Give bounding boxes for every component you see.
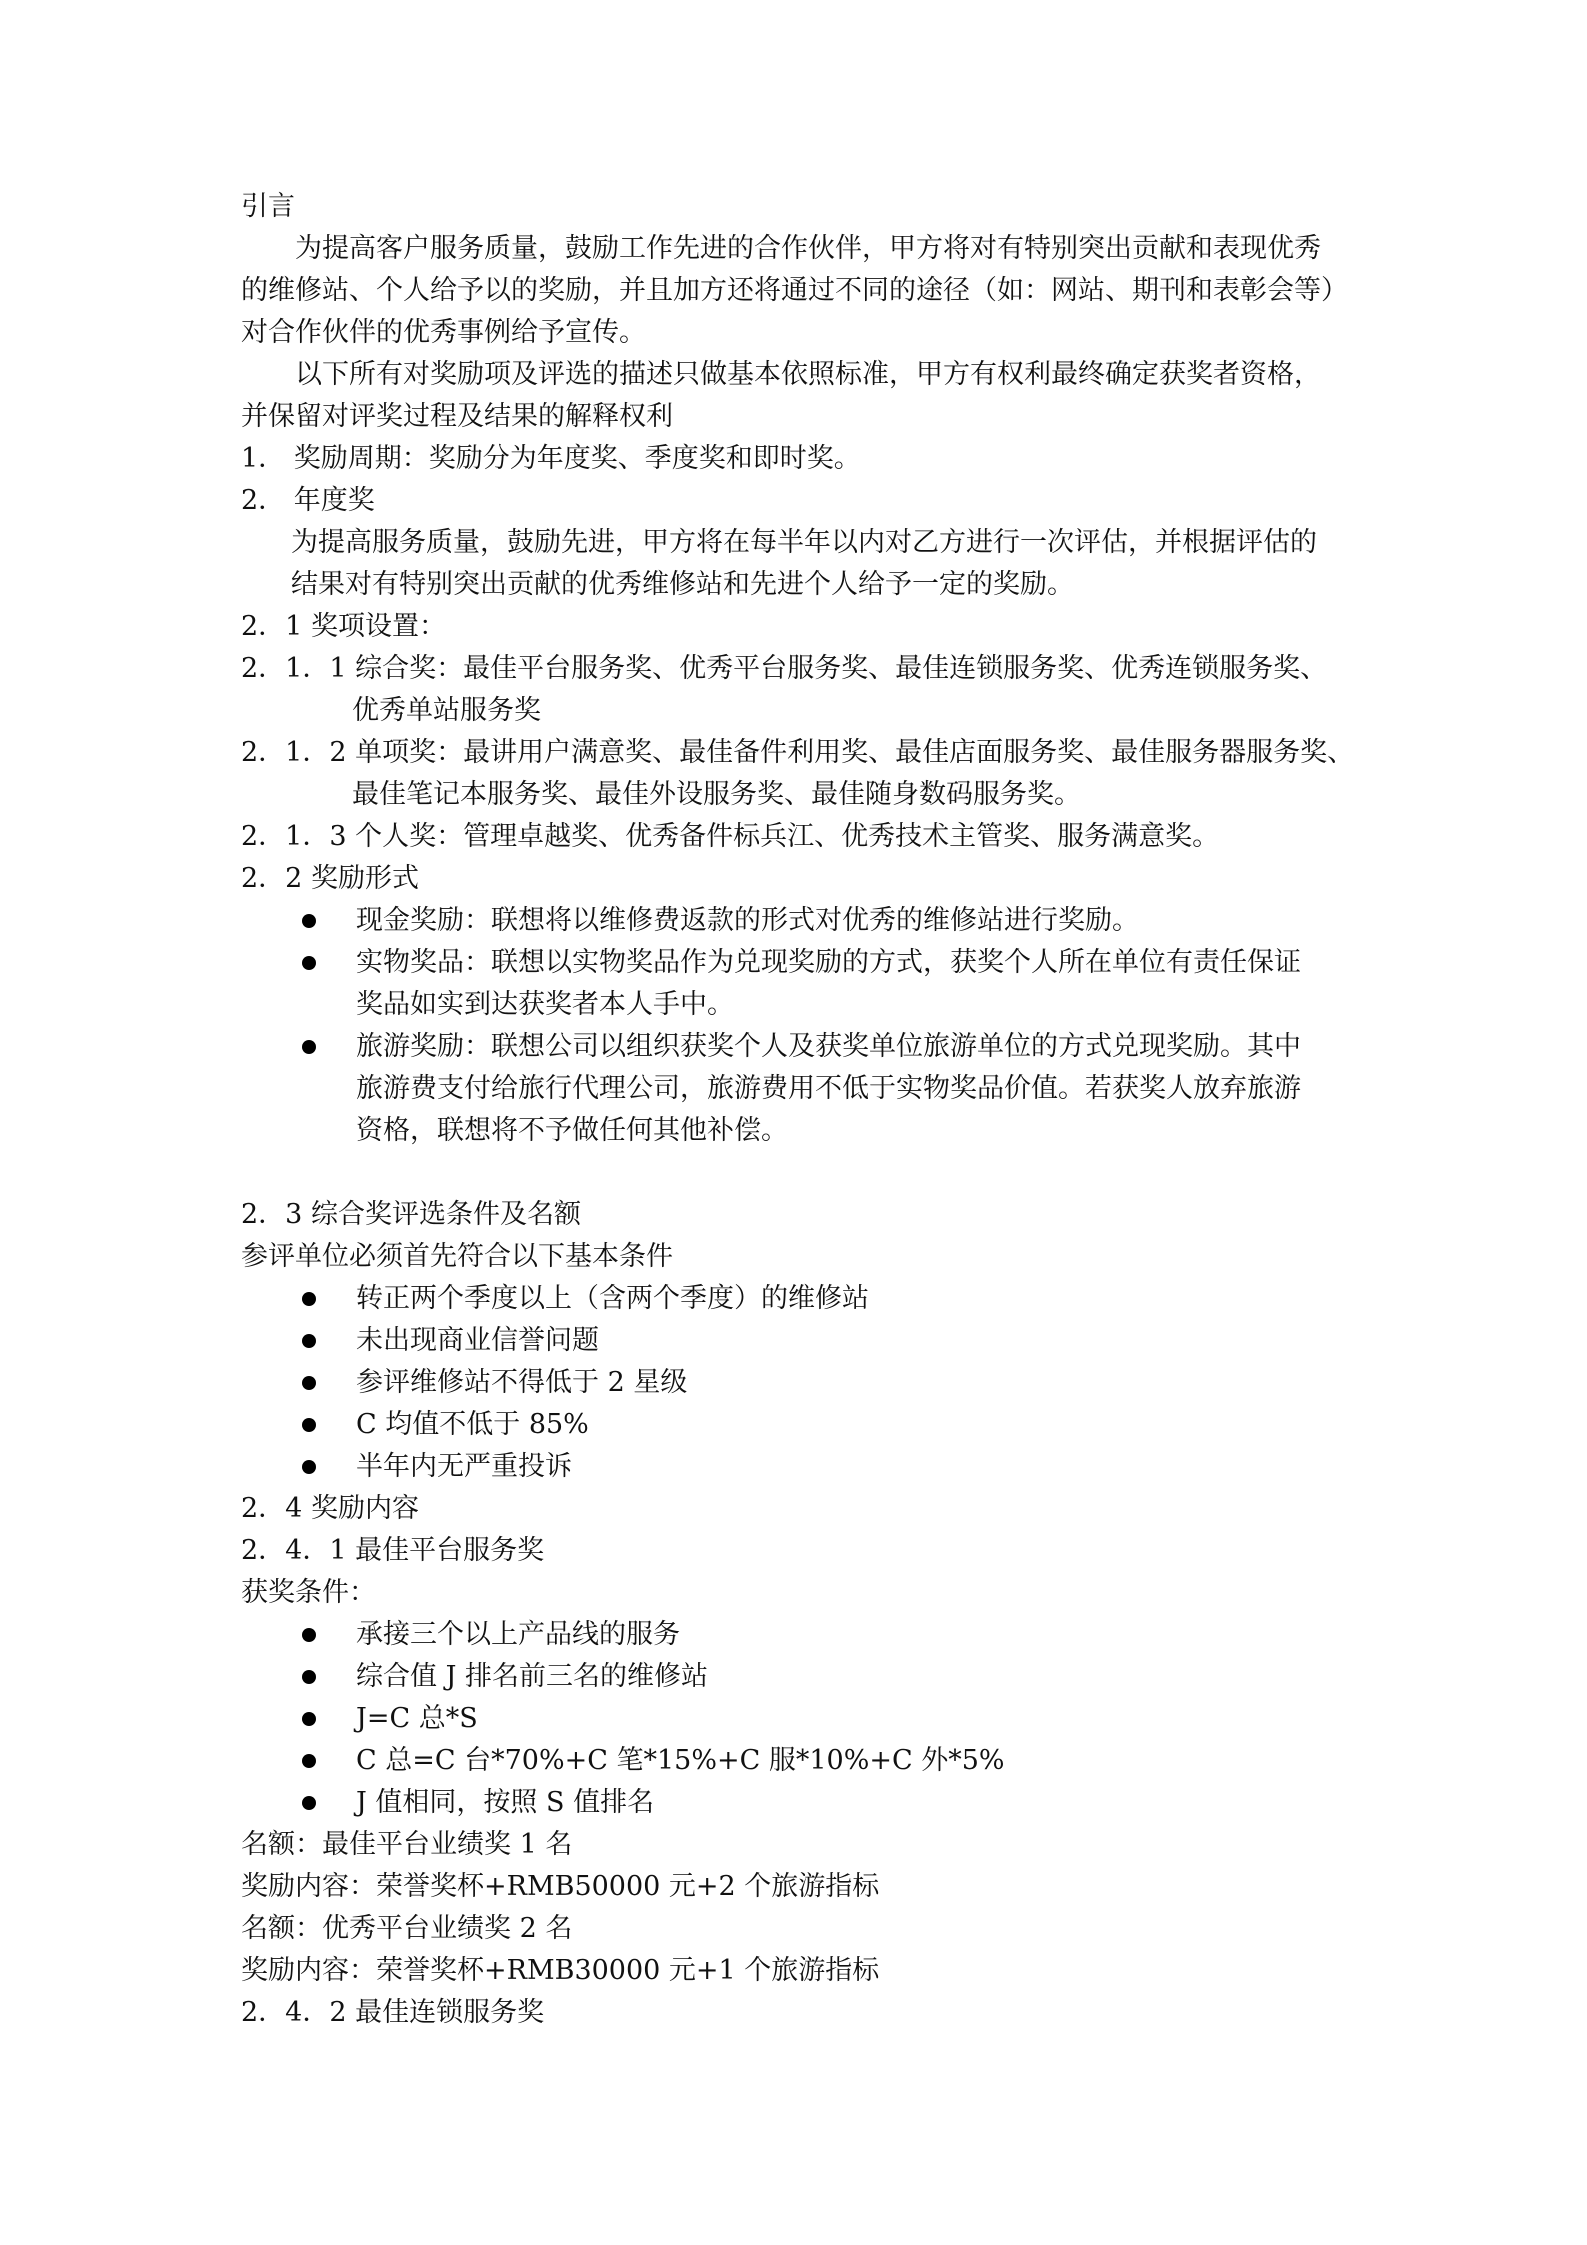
- bullet-item: [241, 1782, 1361, 1824]
- quota-line: 名额：最佳平台业绩奖 1 名: [241, 1829, 573, 1860]
- section-2-4: 2．4 奖励内容: [241, 1493, 419, 1524]
- text-line: 综合值 J 排名前三名的维修站: [356, 1661, 708, 1692]
- text-line: 为提高客户服务质量，鼓励工作先进的合作伙伴，甲方将对有特别突出贡献和表现优秀: [295, 233, 1321, 264]
- bullet-icon: [302, 1796, 316, 1810]
- text-line: 参评维修站不得低于 2 星级: [356, 1367, 688, 1398]
- bullet-icon: [302, 956, 316, 970]
- bullet-icon: [302, 1040, 316, 1054]
- intro-paragraph-2: [241, 354, 1361, 438]
- bullet-item: [241, 1278, 1361, 1320]
- text-line: 并保留对评奖过程及结果的解释权利: [241, 401, 673, 432]
- bullet-item: [241, 1740, 1361, 1782]
- text-line: 奖品如实到达获奖者本人手中。: [356, 989, 734, 1020]
- text-line: J 值相同，按照 S 值排名: [356, 1787, 655, 1818]
- bullet-item: [241, 900, 1361, 942]
- text-line: 半年内无严重投诉: [356, 1451, 572, 1482]
- text-line: 未出现商业信誉问题: [356, 1325, 599, 1356]
- text-line: 实物奖品：联想以实物奖品作为兑现奖励的方式，获奖个人所在单位有责任保证: [356, 947, 1301, 978]
- section-2-2: 2．2 奖励形式: [241, 863, 419, 894]
- bullet-item: [241, 1026, 1361, 1152]
- section-2-1: 2．1 奖项设置：: [241, 611, 446, 642]
- text-line: C 总=C 台*70%+C 笔*15%+C 服*10%+C 外*5%: [356, 1745, 1005, 1776]
- bullet-icon: [302, 1418, 316, 1432]
- section-2-4-2: 2．4．2 最佳连锁服务奖: [241, 1997, 545, 2028]
- blank-line: [241, 1152, 1361, 1194]
- heading-intro: 引言: [241, 191, 295, 222]
- text-line: 结果对有特别突出贡献的优秀维修站和先进个人给予一定的奖励。: [291, 569, 1074, 600]
- document-page: [241, 186, 1361, 2034]
- bullet-icon: [302, 1712, 316, 1726]
- bullet-item: [241, 1320, 1361, 1362]
- bullet-icon: [302, 1670, 316, 1684]
- text-line: J=C 总*S: [356, 1703, 478, 1734]
- text-line: 旅游奖励：联想公司以组织获奖个人及获奖单位旅游单位的方式兑现奖励。其中: [356, 1031, 1301, 1062]
- intro-paragraph-1: [241, 228, 1361, 354]
- bullet-item: [241, 1362, 1361, 1404]
- bullet-item: [241, 1446, 1361, 1488]
- bullet-item: [241, 1698, 1361, 1740]
- section-2-1-1: [241, 648, 1361, 732]
- section-2-3-intro: 参评单位必须首先符合以下基本条件: [241, 1241, 673, 1272]
- bullet-icon: [302, 1628, 316, 1642]
- section-2-1-3: 2．1．3 个人奖：管理卓越奖、优秀备件标兵江、优秀技术主管奖、服务满意奖。: [241, 821, 1220, 852]
- section-2-1-2: [241, 732, 1361, 816]
- text-line: 2．1．2 单项奖：最讲用户满意奖、最佳备件利用奖、最佳店面服务奖、最佳服务器服务奖、: [241, 737, 1355, 768]
- bullet-icon: [302, 1376, 316, 1390]
- award-conditions-label: 获奖条件：: [241, 1577, 376, 1608]
- reward-line: 奖励内容：荣誉奖杯+RMB30000 元+1 个旅游指标: [241, 1955, 880, 1986]
- text-line: 承接三个以上产品线的服务: [356, 1619, 680, 1650]
- bullet-item: [241, 1614, 1361, 1656]
- section-1: 1． 奖励周期：奖励分为年度奖、季度奖和即时奖。: [241, 443, 861, 474]
- bullet-item: [241, 1656, 1361, 1698]
- text-line: 2．1．1 综合奖：最佳平台服务奖、优秀平台服务奖、最佳连锁服务奖、优秀连锁服务奖、: [241, 653, 1328, 684]
- text-line: 对合作伙伴的优秀事例给予宣传。: [241, 317, 646, 348]
- quota-line: 名额：优秀平台业绩奖 2 名: [241, 1913, 573, 1944]
- text-line: C 均值不低于 85%: [356, 1409, 589, 1440]
- text-line: 转正两个季度以上（含两个季度）的维修站: [356, 1283, 869, 1314]
- bullet-icon: [302, 914, 316, 928]
- bullet-item: [241, 1404, 1361, 1446]
- section-2-3: 2．3 综合奖评选条件及名额: [241, 1199, 581, 1230]
- text-line: 优秀单站服务奖: [352, 695, 541, 726]
- bullet-icon: [302, 1754, 316, 1768]
- bullet-icon: [302, 1460, 316, 1474]
- text-line: 最佳笔记本服务奖、最佳外设服务奖、最佳随身数码服务奖。: [352, 779, 1081, 810]
- text-line: 资格，联想将不予做任何其他补偿。: [356, 1115, 788, 1146]
- text-line: 现金奖励：联想将以维修费返款的形式对优秀的维修站进行奖励。: [356, 905, 1139, 936]
- section-2-4-1: 2．4．1 最佳平台服务奖: [241, 1535, 545, 1566]
- reward-line: 奖励内容：荣誉奖杯+RMB50000 元+2 个旅游指标: [241, 1871, 880, 1902]
- text-line: 旅游费支付给旅行代理公司，旅游费用不低于实物奖品价值。若获奖人放弃旅游: [356, 1073, 1301, 1104]
- section-2-text: [241, 522, 1361, 606]
- bullet-item: [241, 942, 1361, 1026]
- section-2: 2． 年度奖: [241, 485, 375, 516]
- bullet-icon: [302, 1334, 316, 1348]
- bullet-icon: [302, 1292, 316, 1306]
- text-line: 以下所有对奖励项及评选的描述只做基本依照标准，甲方有权利最终确定获奖者资格，: [295, 359, 1321, 390]
- text-line: 的维修站、个人给予以的奖励，并且加方还将通过不同的途径（如：网站、期刊和表彰会等）: [241, 275, 1348, 306]
- text-line: 为提高服务质量，鼓励先进，甲方将在每半年以内对乙方进行一次评估，并根据评估的: [291, 527, 1317, 558]
